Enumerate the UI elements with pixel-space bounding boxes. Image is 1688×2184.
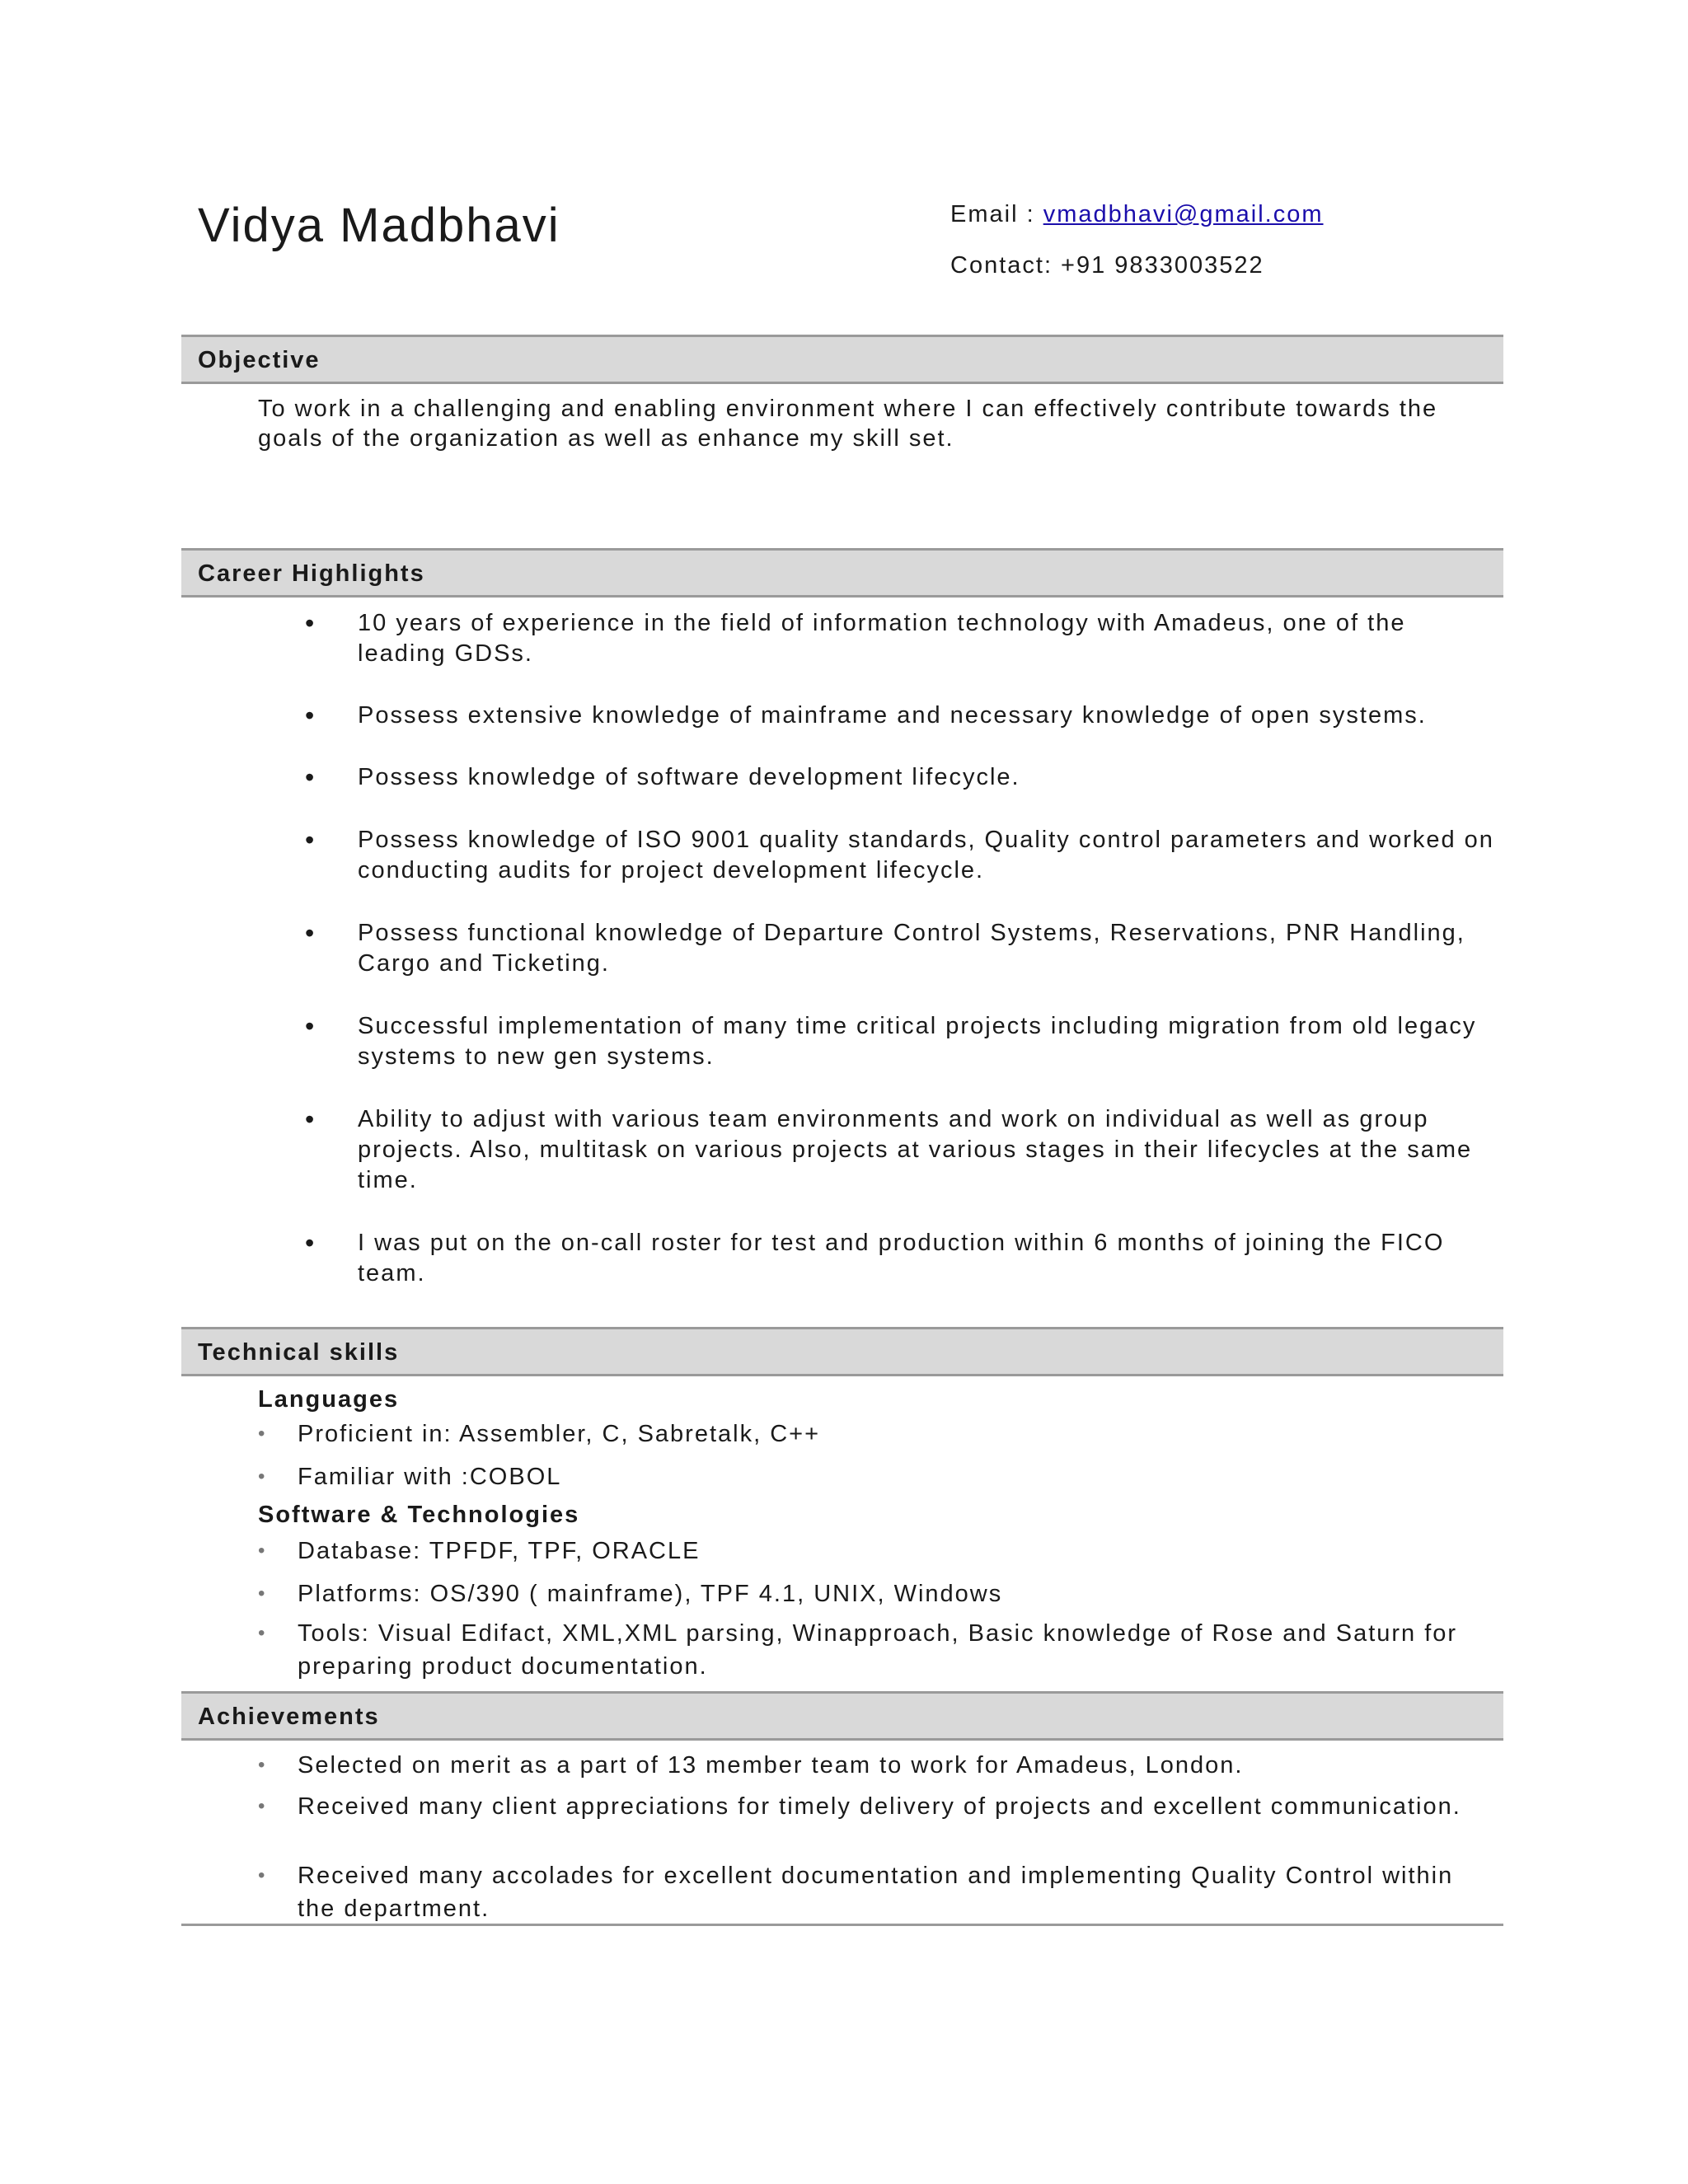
objective-line-2: goals of the organization as well as enhance my skill set. bbox=[258, 425, 954, 452]
email-link[interactable]: vmadbhavi@gmail.com bbox=[1043, 201, 1324, 227]
bullet-icon: • bbox=[258, 1465, 267, 1488]
achievements-title: Achievements bbox=[198, 1704, 380, 1730]
objective-section-bar bbox=[181, 335, 1503, 384]
list-item-text: Received many client appreciations for timely delivery of projects and excellent communication. bbox=[298, 1793, 1461, 1820]
software-heading: Software & Technologies bbox=[258, 1502, 580, 1528]
email-line bbox=[950, 198, 1324, 249]
list-item-text: Successful implementation of many time critical projects including migration from old legacy systems to new gen systems. bbox=[358, 1013, 1477, 1070]
list-item-text: Possess extensive knowledge of mainframe and necessary knowledge of open systems. bbox=[358, 702, 1427, 729]
bullet-icon: • bbox=[305, 1011, 316, 1041]
bullet-icon: • bbox=[258, 1540, 267, 1562]
list-item-text: Received many accolades for excellent documentation and implementing Quality Control within the department. bbox=[298, 1863, 1454, 1922]
technical-section-bar bbox=[181, 1327, 1503, 1376]
bullet-icon: • bbox=[258, 1622, 267, 1644]
career-title: Career Highlights bbox=[198, 560, 425, 587]
list-item-text: Possess knowledge of software development lifecycle. bbox=[358, 764, 1020, 790]
candidate-name: Vidya Madbhavi bbox=[198, 199, 560, 252]
bullet-icon: • bbox=[258, 1422, 267, 1445]
list-item-text: Selected on merit as a part of 13 member team to work for Amadeus, London. bbox=[298, 1752, 1244, 1779]
bottom-divider bbox=[181, 1924, 1503, 1926]
email-label: Email : bbox=[950, 201, 1043, 227]
objective-title: Objective bbox=[198, 347, 321, 373]
list-item-text: Database: TPFDF, TPF, ORACLE bbox=[298, 1538, 701, 1564]
bullet-icon: • bbox=[305, 701, 316, 730]
languages-heading: Languages bbox=[258, 1386, 400, 1413]
bullet-icon: • bbox=[305, 825, 316, 855]
list-item-text: Platforms: OS/390 ( mainframe), TPF 4.1, UNIX, Windows bbox=[298, 1581, 1003, 1607]
list-item-text: Possess functional knowledge of Departure Control Systems, Reservations, PNR Handling, Cargo and Ticketing. bbox=[358, 920, 1465, 977]
contact-block bbox=[950, 198, 1324, 300]
bullet-icon: • bbox=[258, 1795, 267, 1817]
bullet-icon: • bbox=[258, 1582, 267, 1605]
list-item-text: Possess knowledge of ISO 9001 quality standards, Quality control parameters and worked on conducting audits for project development lifecycle. bbox=[358, 827, 1494, 883]
list-item-text: Proficient in: Assembler, C, Sabretalk, C++ bbox=[298, 1421, 821, 1447]
bullet-icon: • bbox=[305, 1228, 316, 1258]
bullet-icon: • bbox=[258, 1864, 267, 1886]
achievements-section-bar bbox=[181, 1691, 1503, 1741]
career-section-bar bbox=[181, 548, 1503, 598]
list-item-text: Tools: Visual Edifact, XML,XML parsing, Winapproach, Basic knowledge of Rose and Saturn for preparing product documentation. bbox=[298, 1620, 1458, 1680]
list-item-text: I was put on the on-call roster for test and production within 6 months of joining the FICO team. bbox=[358, 1230, 1445, 1286]
bullet-icon: • bbox=[305, 1104, 316, 1134]
list-item-text: Familiar with :COBOL bbox=[298, 1464, 562, 1490]
bullet-icon: • bbox=[258, 1754, 267, 1776]
objective-line-1: To work in a challenging and enabling environment where I can effectively contribute towards the bbox=[258, 396, 1438, 422]
technical-title: Technical skills bbox=[198, 1339, 400, 1366]
list-item-text: 10 years of experience in the field of information technology with Amadeus, one of the leading GDSs. bbox=[358, 610, 1406, 667]
bullet-icon: • bbox=[305, 608, 316, 638]
bullet-icon: • bbox=[305, 918, 316, 948]
phone-line: Contact: +91 9833003522 bbox=[950, 252, 1264, 279]
bullet-icon: • bbox=[305, 762, 316, 792]
list-item-text: Ability to adjust with various team environments and work on individual as well as group projects. Also, multitask on various projects at various stages in their lifecycles at the same time. bbox=[358, 1106, 1473, 1193]
